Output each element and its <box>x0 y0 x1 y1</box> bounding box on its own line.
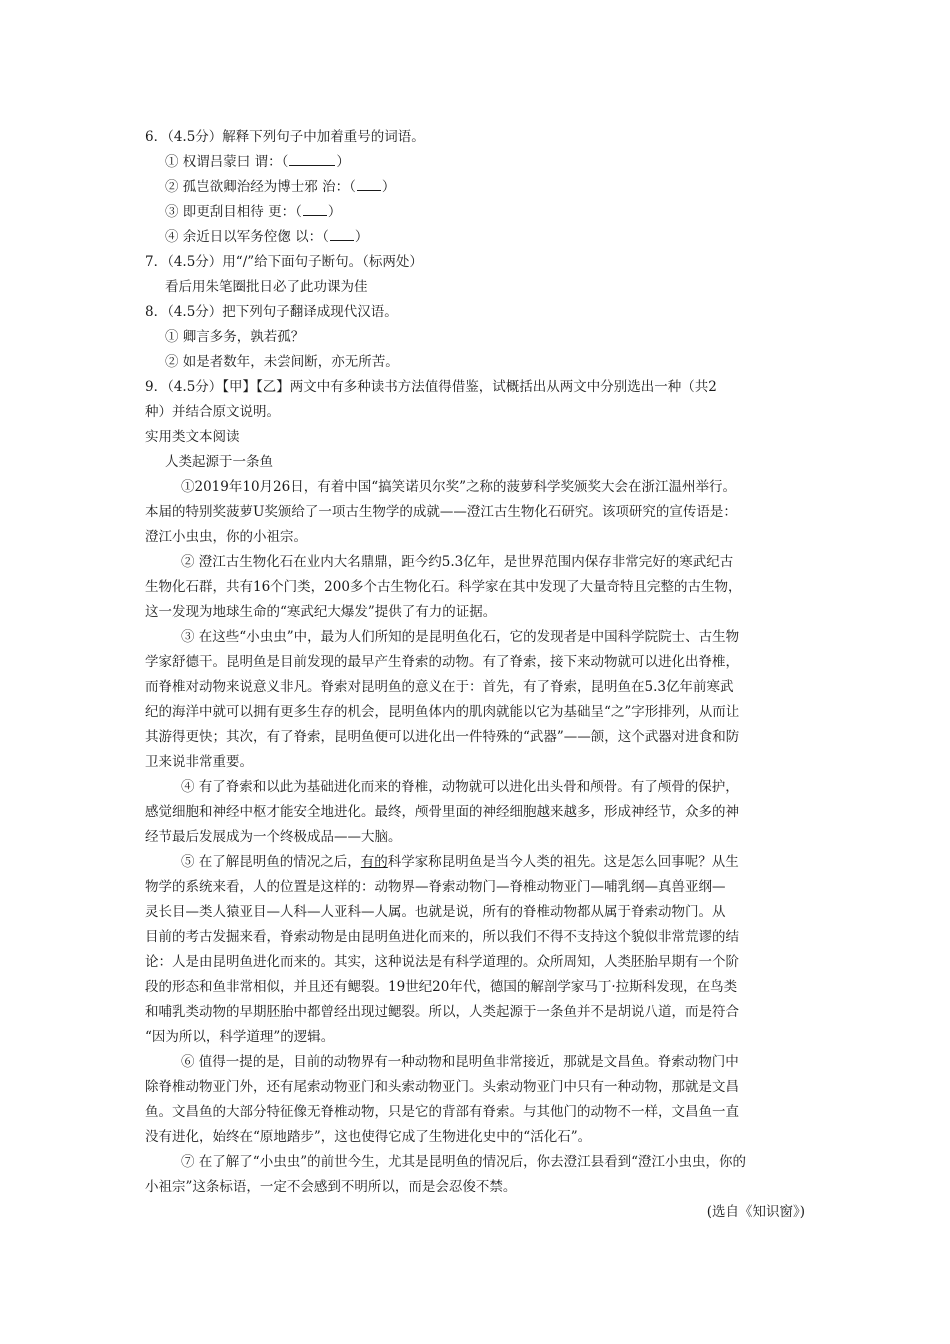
paragraph-line: 除脊椎动物亚门外，还有尾索动物亚门和头索动物亚门。头索动物亚门中只有一种动物，那就是文昌 <box>145 1079 739 1095</box>
answer-blank[interactable] <box>303 201 327 216</box>
item-text: ④ 余近日以军务倥偬 以：（ <box>165 229 329 245</box>
article-paragraph <box>145 850 805 1050</box>
article-paragraph <box>145 1150 805 1200</box>
item-text: ） <box>327 204 342 220</box>
paragraph-line: 这一发现为地球生命的“寒武纪大爆发”提供了有力的证据。 <box>145 604 497 620</box>
question-9-line-1: 9．（4.5分）【甲】【乙】两文中有多种读书方法值得借鉴，试概括出从两文中分别选出一种（共2 <box>145 379 717 395</box>
item-text: ） <box>354 229 369 245</box>
question-7-text: 看后用朱笔圈批日必了此功课为佳 <box>165 279 368 295</box>
item-text: ② 孤岂欲卿治经为博士邪 治：（ <box>165 179 356 195</box>
question-7-head: 7．（4.5分）用“/”给下面句子断句。（标两处） <box>145 254 423 270</box>
paragraph-line: 卫来说非常重要。 <box>145 754 253 770</box>
answer-blank[interactable] <box>289 151 335 166</box>
article-title: 人类起源于一条鱼 <box>165 454 273 470</box>
paragraph-line: 物学的系统来看，人的位置是这样的：动物界—脊索动物门—脊椎动物亚门—哺乳纲—真兽亚纲— <box>145 879 726 895</box>
paragraph-line: 而脊椎对动物来说意义非凡。脊索对昆明鱼的意义在于：首先，有了脊索，昆明鱼在5.3亿年前寒武 <box>145 679 734 695</box>
answer-blank[interactable] <box>330 226 354 241</box>
section-title: 实用类文本阅读 <box>145 429 240 445</box>
paragraph-line: 经节最后发展成为一个终极成品——大脑。 <box>145 829 402 845</box>
exam-content <box>145 125 805 1225</box>
paragraph-line: 其游得更快；其次，有了脊索，昆明鱼便可以进化出一件特殊的“武器”——颌，这个武器对进食和防 <box>145 729 740 745</box>
paragraph-line: ⑥ 值得一提的是，目前的动物界有一种动物和昆明鱼非常接近，那就是文昌鱼。脊索动物门中 <box>181 1054 739 1070</box>
paragraph-line: ④ 有了脊索和以此为基础进化而来的脊椎，动物就可以进化出头骨和颅骨。有了颅骨的保护， <box>181 779 739 795</box>
item-text: ） <box>336 154 350 170</box>
paragraph-line: 灵长目—类人猿亚目—人科—人亚科—人属。也就是说，所有的脊椎动物都从属于脊索动物门。从 <box>145 904 726 920</box>
article-source: (选自《知识窗》) <box>706 1204 805 1220</box>
question-8-head: 8．（4.5分）把下列句子翻译成现代汉语。 <box>145 304 398 320</box>
paragraph-line: 本届的特别奖菠萝U奖颁给了一项古生物学的成就——澄江古生物化石研究。该项研究的宣传语是： <box>145 504 737 520</box>
question-9-line-2: 种）并结合原文说明。 <box>145 404 280 420</box>
paragraph-line: 鱼。文昌鱼的大部分特征像无脊椎动物，只是它的背部有脊索。与其他门的动物不一样，文昌鱼一直 <box>145 1104 739 1120</box>
paragraph-line: 纪的海洋中就可以拥有更多生存的机会，昆明鱼体内的肌肉就能以它为基础呈“之”字形排列，从而让 <box>145 704 740 720</box>
paragraph-line: 段的形态和鱼非常相似，并且还有鳃裂。19世纪20年代，德国的解剖学家马丁·拉斯科发现，在鸟类 <box>145 979 738 995</box>
article-paragraph <box>145 475 805 550</box>
question-6-head: 6．（4.5分）解释下列句子中加着重号的词语。 <box>145 129 425 145</box>
paragraph-line: 生物化石群，共有16个门类，200多个古生物化石。科学家在其中发现了大量奇特且完整的古生物， <box>145 579 742 595</box>
paragraph-line: 没有进化，始终在“原地踏步”，这也使得它成了生物进化史中的“活化石”。 <box>145 1129 592 1145</box>
question-6-item-2 <box>145 175 805 200</box>
paragraph-line: ③ 在这些“小虫虫”中，最为人们所知的是昆明鱼化石，它的发现者是中国科学院院士、古生物 <box>181 629 740 645</box>
paragraph-line: 和哺乳类动物的早期胚胎中都曾经出现过鳃裂。所以，人类起源于一条鱼并不是胡说八道，而是符合 <box>145 1004 739 1020</box>
article-paragraph <box>145 775 805 850</box>
question-8-item-1: ① 卿言多务，孰若孤？ <box>165 329 305 345</box>
article-paragraph <box>145 1050 805 1150</box>
item-text: ① 权谓吕蒙曰 谓：（ <box>165 154 289 170</box>
question-8-item-2: ② 如是者数年，未尝间断，亦无所苦。 <box>165 354 399 370</box>
paragraph-line: 学家舒德干。昆明鱼是目前发现的最早产生脊索的动物。有了脊索，接下来动物就可以进化出脊椎， <box>145 654 739 670</box>
paragraph-line: ② 澄江古生物化石在业内大名鼎鼎，距今约5.3亿年，是世界范围内保存非常完好的寒武纪古 <box>181 554 734 570</box>
underlined-word: 有的 <box>360 854 388 870</box>
paragraph-line: ⑦ 在了解了“小虫虫”的前世今生，尤其是昆明鱼的情况后，你去澄江县看到“澄江小虫虫，你的 <box>181 1154 746 1170</box>
question-6-item-1 <box>145 150 805 175</box>
article-body <box>145 475 805 1200</box>
paragraph-line: “因为所以，科学道理”的逻辑。 <box>145 1029 335 1045</box>
question-6-item-3 <box>145 200 805 225</box>
paragraph-line: 澄江小虫虫，你的小祖宗。 <box>145 529 307 545</box>
answer-blank[interactable] <box>357 176 381 191</box>
paragraph-line: 目前的考古发掘来看，脊索动物是由昆明鱼进化而来的，所以我们不得不支持这个貌似非常荒谬的结 <box>145 929 739 945</box>
paragraph-line: ⑤ 在了解昆明鱼的情况之后，有的科学家称昆明鱼是当今人类的祖先。这是怎么回事呢？从生 <box>181 854 739 870</box>
article-paragraph <box>145 550 805 625</box>
item-text: ） <box>381 179 396 195</box>
item-text: ③ 即更刮目相待 更：（ <box>165 204 302 220</box>
paragraph-line: 感觉细胞和神经中枢才能安全地进化。最终，颅骨里面的神经细胞越来越多，形成神经节，众多的神 <box>145 804 739 820</box>
paragraph-line: 论：人是由昆明鱼进化而来的。其实，这种说法是有科学道理的。众所周知，人类胚胎早期有一个阶 <box>145 954 739 970</box>
paragraph-line: ①2019年10月26日，有着中国“搞笑诺贝尔奖”之称的菠萝科学奖颁奖大会在浙江温州举行。 <box>181 479 737 495</box>
article-paragraph <box>145 625 805 775</box>
paragraph-line: 小祖宗”这条标语，一定不会感到不明所以，而是会忍俊不禁。 <box>145 1179 517 1195</box>
question-6-item-4 <box>145 225 805 250</box>
